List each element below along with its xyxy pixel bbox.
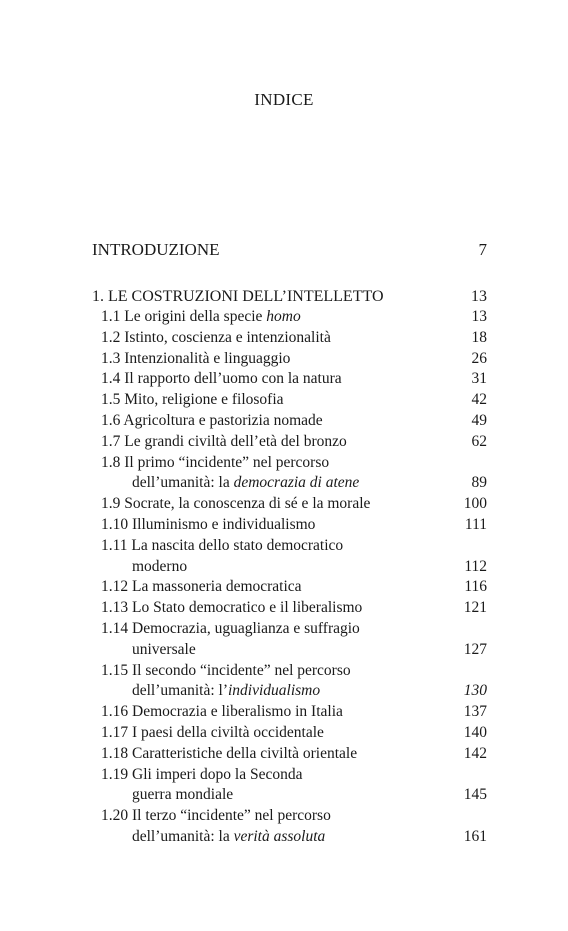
toc-entries [92, 307, 487, 848]
page-title: INDICE [254, 90, 314, 109]
toc-entry [92, 411, 487, 432]
toc-entry [92, 702, 487, 723]
toc-entry-page: 130 [463, 682, 487, 700]
toc-entry-label [101, 369, 342, 390]
toc-entry-page: 127 [463, 640, 487, 658]
toc-entry-italic: individualismo [227, 682, 321, 700]
toc-entry-label [101, 765, 302, 786]
toc-entry-italic: verità assoluta [233, 827, 326, 845]
toc-entry [92, 744, 487, 765]
toc-entry-text: 1.13 Lo Stato democratico e il liberalismo [101, 599, 363, 617]
toc-entry-label [101, 702, 343, 723]
toc-entry-page: 49 [471, 411, 487, 429]
toc-intro-page: 7 [478, 240, 487, 259]
toc-entry [92, 453, 487, 474]
toc-entry [92, 494, 487, 515]
toc-entry-text: 1.3 Intenzionalità e linguaggio [101, 349, 291, 367]
toc-entry-label [132, 785, 233, 806]
toc-intro-label: INTRODUZIONE [92, 240, 220, 259]
toc-chapter-row [92, 286, 487, 307]
toc-entry-label [101, 598, 362, 619]
toc-entry-page: 42 [471, 391, 487, 409]
toc-entry-label [101, 515, 315, 536]
toc-entry-page: 31 [471, 370, 487, 388]
toc-entry [92, 661, 487, 682]
toc-entry [92, 723, 487, 744]
toc-entry-page: 111 [464, 515, 487, 533]
toc-entry [92, 349, 487, 370]
toc-entry-text: 1.6 Agricoltura e pastorizia nomade [101, 411, 323, 429]
toc-entry [92, 307, 487, 328]
toc-entry-label [101, 307, 301, 328]
toc-entry-page: 116 [464, 578, 487, 596]
table-of-contents [92, 286, 487, 848]
toc-entry [92, 619, 487, 640]
toc-entry-text: 1.9 Socrate, la conoscenza di sé e la morale [101, 495, 371, 513]
toc-entry [92, 557, 487, 578]
toc-entry-text: 1.4 Il rapporto dell’uomo con la natura [101, 370, 342, 388]
toc-entry [92, 640, 487, 661]
toc-entry [92, 785, 487, 806]
toc-entry-label [101, 494, 370, 515]
toc-chapter-label: 1. LE COSTRUZIONI DELL’INTELLETTO [92, 288, 384, 305]
toc-entry-page: 145 [463, 786, 487, 804]
toc-entry-label [101, 723, 324, 744]
toc-entry-label [132, 473, 359, 494]
toc-entry-page: 112 [464, 557, 487, 575]
toc-entry-text: 1.18 Caratteristiche della civiltà orientale [101, 744, 358, 762]
toc-entry-text: 1.15 Il secondo “incidente” nel percorso [101, 661, 351, 679]
toc-entry-italic: homo [266, 308, 301, 325]
toc-entry-text: 1.16 Democrazia e liberalismo in Italia [101, 703, 343, 721]
toc-entry-label [101, 390, 284, 411]
toc-entry-label [101, 619, 360, 640]
toc-entry-label [101, 411, 323, 432]
toc-entry-page: 140 [463, 723, 487, 741]
toc-entry [92, 681, 487, 702]
toc-entry [92, 598, 487, 619]
toc-entry [92, 473, 487, 494]
toc-entry-text: 1.20 Il terzo “incidente” nel percorso [101, 807, 331, 825]
toc-entry-text: 1.8 Il primo “incidente” nel percorso [101, 453, 330, 471]
toc-entry [92, 328, 487, 349]
toc-chapter-page: 13 [471, 288, 487, 305]
toc-entry-text: dell’umanità: la [132, 474, 234, 492]
toc-entry [92, 577, 487, 598]
toc-entry-label [132, 827, 325, 848]
toc-entry-page: 100 [463, 495, 487, 513]
toc-entry-text: 1.7 Le grandi civiltà dell’età del bronzo [101, 432, 347, 450]
toc-entry-text: 1.2 Istinto, coscienza e intenzionalità [101, 328, 331, 346]
toc-entry [92, 827, 487, 848]
toc-entry [92, 369, 487, 390]
toc-entry-label [101, 661, 351, 682]
toc-entry-text: 1.1 Le origini della specie [101, 308, 267, 325]
toc-entry-text: universale [132, 640, 196, 658]
toc-entry-page: 26 [471, 349, 487, 367]
toc-entry [92, 806, 487, 827]
toc-entry-label [132, 681, 320, 702]
toc-entry-label [101, 806, 331, 827]
toc-entry-text: 1.12 La massoneria democratica [101, 578, 302, 596]
toc-entry-label [101, 432, 347, 453]
toc-entry [92, 765, 487, 786]
toc-entry-text: 1.11 La nascita dello stato democratico [101, 536, 344, 554]
toc-entry-label [101, 577, 302, 598]
toc-entry-text: 1.10 Illuminismo e individualismo [101, 515, 316, 533]
toc-entry-text: 1.5 Mito, religione e filosofia [101, 391, 284, 409]
toc-entry [92, 515, 487, 536]
toc-entry-page: 89 [471, 474, 487, 492]
toc-entry-page: 161 [463, 827, 487, 845]
toc-entry-text: dell’umanità: la [132, 827, 234, 845]
toc-entry-page: 142 [463, 744, 487, 762]
toc-entry-label [101, 328, 331, 349]
toc-entry-label [101, 744, 357, 765]
toc-entry-italic: democrazia di atene [233, 474, 360, 492]
toc-entry-text: moderno [132, 557, 188, 575]
toc-entry-text: guerra mondiale [132, 786, 234, 804]
toc-entry-text: 1.14 Democrazia, uguaglianza e suffragio [101, 619, 360, 637]
toc-entry [92, 390, 487, 411]
toc-entry-text: 1.17 I paesi della civiltà occidentale [101, 723, 324, 741]
toc-entry-text: 1.19 Gli imperi dopo la Seconda [101, 765, 303, 783]
toc-entry-label [132, 557, 187, 578]
toc-entry-page: 18 [471, 328, 487, 346]
toc-entry-label [101, 536, 343, 557]
toc-entry [92, 536, 487, 557]
toc-entry-page: 62 [471, 432, 487, 450]
toc-entry-label [101, 349, 290, 370]
toc-entry-page: 137 [463, 703, 487, 721]
toc-entry-text: dell’umanità: l’ [132, 682, 228, 700]
toc-intro-row [92, 240, 487, 260]
toc-entry-page: 13 [471, 308, 487, 325]
toc-entry-label [101, 453, 329, 474]
toc-entry-page: 121 [463, 599, 487, 617]
toc-entry-label [132, 640, 196, 661]
toc-entry [92, 432, 487, 453]
